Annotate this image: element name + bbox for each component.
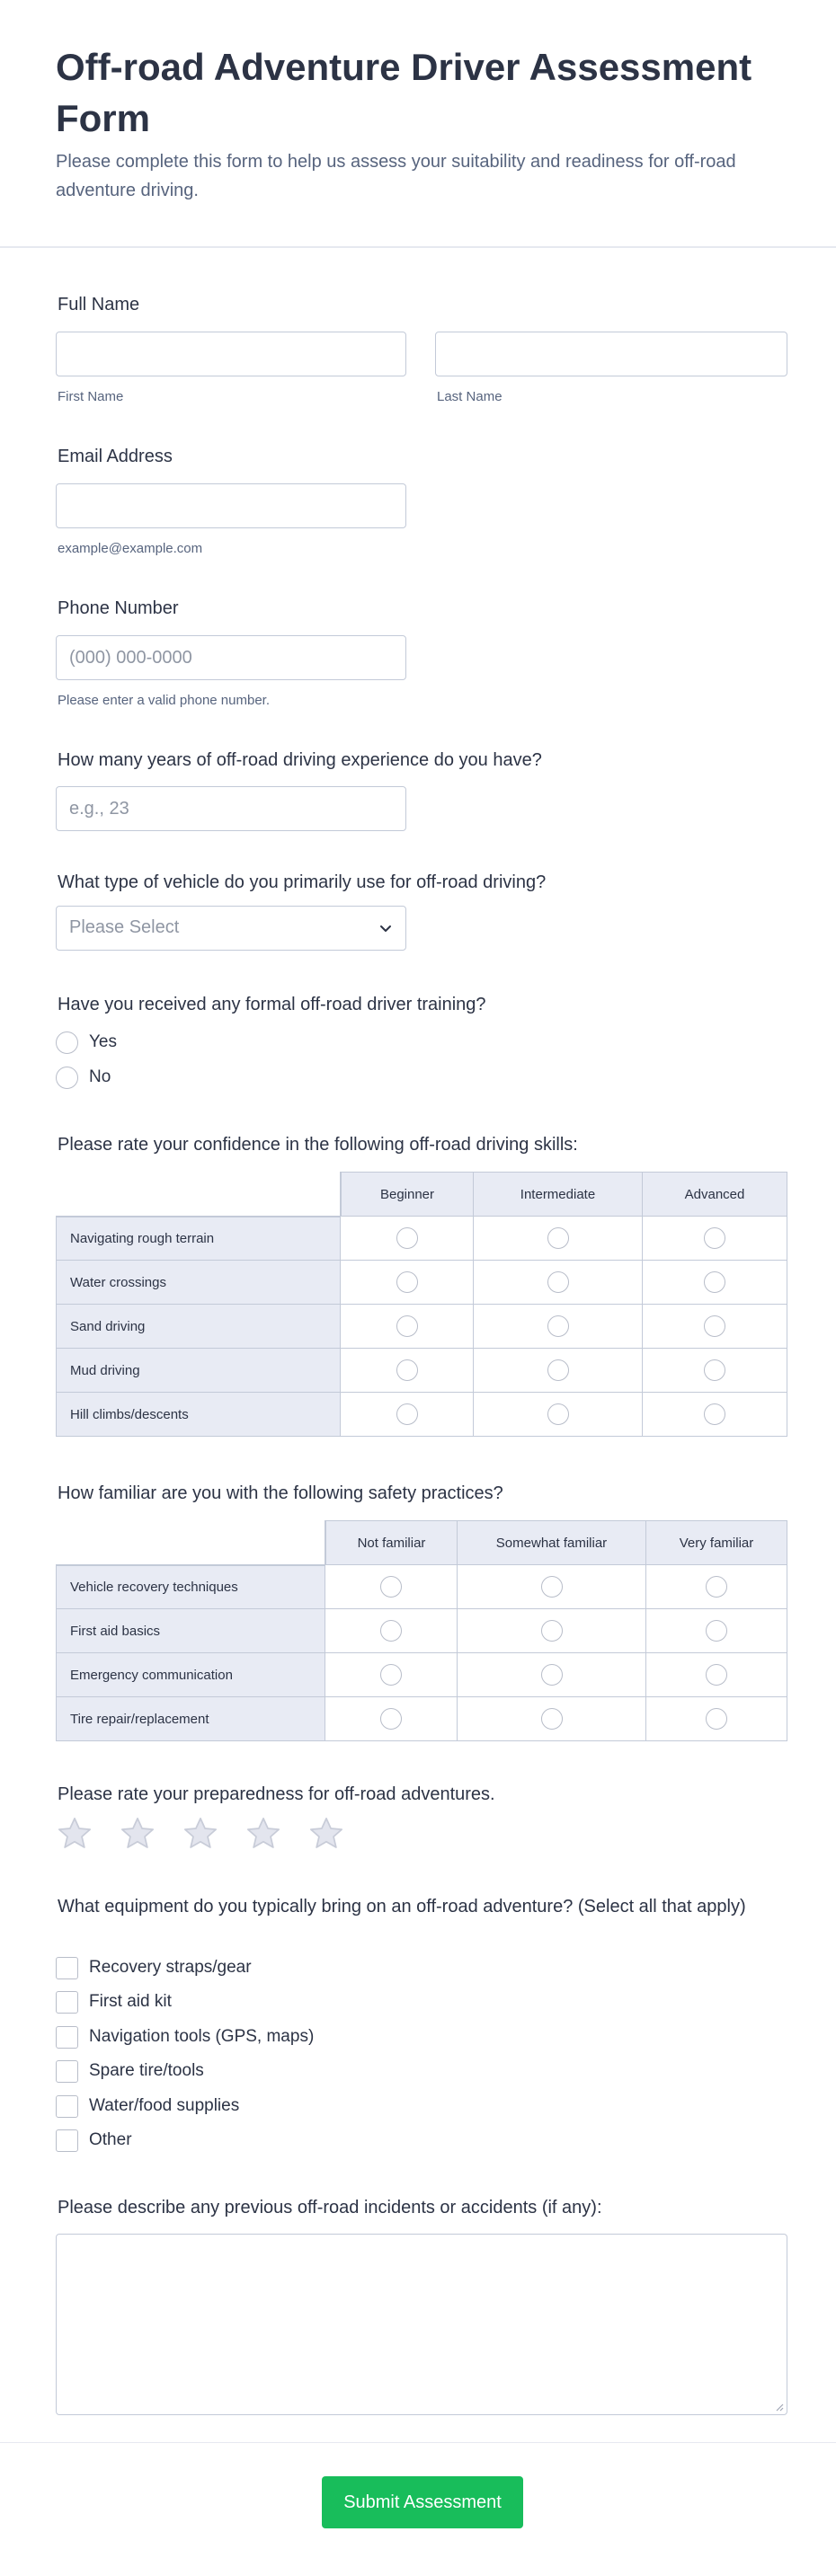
matrix-radio[interactable] [547, 1271, 569, 1293]
experience-label: How many years of off-road driving experience do you have? [58, 750, 542, 770]
matrix-row [56, 1349, 787, 1393]
matrix-row [56, 1261, 787, 1305]
matrix-radio[interactable] [706, 1664, 727, 1686]
matrix-cell[interactable] [474, 1349, 643, 1393]
matrix-cell[interactable] [643, 1261, 787, 1305]
matrix-cell[interactable] [325, 1565, 458, 1609]
matrix-radio[interactable] [547, 1315, 569, 1337]
matrix-cell[interactable] [341, 1261, 474, 1305]
matrix-row [56, 1697, 787, 1741]
matrix-radio[interactable] [380, 1620, 402, 1642]
matrix-cell[interactable] [458, 1653, 646, 1697]
matrix-cell[interactable] [643, 1349, 787, 1393]
matrix-column-header: Very familiar [646, 1520, 787, 1565]
matrix-cell[interactable] [474, 1261, 643, 1305]
checkbox[interactable] [56, 1957, 78, 1979]
matrix-header-row [56, 1172, 787, 1217]
matrix-cell[interactable] [474, 1393, 643, 1437]
matrix-row-label: First aid basics [56, 1609, 325, 1653]
checkbox[interactable] [56, 1991, 78, 2014]
matrix-row-label: Mud driving [56, 1349, 341, 1393]
matrix-radio[interactable] [547, 1227, 569, 1249]
matrix-radio[interactable] [541, 1620, 563, 1642]
matrix-row-label: Tire repair/replacement [56, 1697, 325, 1741]
matrix-column-header: Beginner [341, 1172, 474, 1217]
matrix-radio[interactable] [541, 1664, 563, 1686]
matrix-cell[interactable] [646, 1565, 787, 1609]
matrix-row-label: Vehicle recovery techniques [56, 1565, 325, 1609]
submit-button[interactable]: Submit Assessment [322, 2476, 523, 2528]
training-label: Have you received any formal off-road driver training? [58, 995, 486, 1014]
matrix-cell[interactable] [646, 1653, 787, 1697]
radio-circle[interactable] [56, 1031, 78, 1054]
matrix-cell[interactable] [643, 1393, 787, 1437]
email-input[interactable] [56, 483, 406, 528]
matrix-header-row [56, 1520, 787, 1565]
checkbox-label: Navigation tools (GPS, maps) [89, 2027, 315, 2046]
matrix-corner [56, 1520, 325, 1565]
matrix-cell[interactable] [646, 1697, 787, 1741]
matrix-radio[interactable] [704, 1271, 725, 1293]
matrix-radio[interactable] [396, 1315, 418, 1337]
matrix-radio[interactable] [706, 1620, 727, 1642]
matrix-row [56, 1217, 787, 1261]
phone-label: Phone Number [58, 598, 179, 618]
safety-matrix-label: How familiar are you with the following safety practices? [58, 1483, 503, 1503]
matrix-radio[interactable] [547, 1403, 569, 1425]
matrix-radio[interactable] [704, 1359, 725, 1381]
matrix-radio[interactable] [706, 1708, 727, 1730]
checkbox[interactable] [56, 2095, 78, 2118]
safety-matrix [56, 1520, 787, 1741]
matrix-radio[interactable] [706, 1576, 727, 1598]
checkbox-label: Spare tire/tools [89, 2061, 204, 2080]
matrix-radio[interactable] [704, 1227, 725, 1249]
last-name-input[interactable] [435, 332, 787, 376]
matrix-cell[interactable] [341, 1305, 474, 1349]
vehicle-select-value: Please Select [69, 917, 180, 937]
skills-matrix-label: Please rate your confidence in the following off-road driving skills: [58, 1135, 578, 1155]
incidents-textarea[interactable] [56, 2234, 787, 2415]
email-label: Email Address [58, 447, 173, 466]
matrix-row [56, 1565, 787, 1609]
email-sublabel: example@example.com [58, 541, 203, 556]
checkbox-label: First aid kit [89, 1992, 172, 2011]
vehicle-select[interactable] [56, 906, 406, 951]
matrix-cell[interactable] [325, 1609, 458, 1653]
matrix-cell[interactable] [325, 1653, 458, 1697]
last-name-sublabel: Last Name [437, 389, 502, 404]
resize-grip-icon[interactable] [775, 2403, 784, 2412]
matrix-cell[interactable] [341, 1349, 474, 1393]
checkbox-label: Water/food supplies [89, 2096, 240, 2115]
matrix-cell[interactable] [341, 1393, 474, 1437]
experience-input[interactable] [56, 786, 406, 831]
matrix-column-header: Not familiar [325, 1520, 458, 1565]
chevron-down-icon [377, 919, 395, 937]
matrix-radio[interactable] [380, 1708, 402, 1730]
matrix-radio[interactable] [704, 1315, 725, 1337]
matrix-radio[interactable] [547, 1359, 569, 1381]
form-title: Off-road Adventure Driver Assessment Form [56, 46, 752, 139]
matrix-cell[interactable] [474, 1305, 643, 1349]
footer-divider [0, 2442, 836, 2443]
matrix-cell[interactable] [458, 1565, 646, 1609]
first-name-input[interactable] [56, 332, 406, 376]
incidents-label: Please describe any previous off-road incidents or accidents (if any): [58, 2198, 602, 2217]
matrix-radio[interactable] [396, 1227, 418, 1249]
matrix-radio[interactable] [396, 1403, 418, 1425]
checkbox[interactable] [56, 2060, 78, 2083]
radio-label: Yes [89, 1032, 117, 1051]
matrix-cell[interactable] [341, 1217, 474, 1261]
phone-sublabel: Please enter a valid phone number. [58, 693, 270, 708]
matrix-row-label: Water crossings [56, 1261, 341, 1305]
matrix-cell[interactable] [325, 1697, 458, 1741]
matrix-corner [56, 1172, 341, 1217]
matrix-radio[interactable] [380, 1576, 402, 1598]
star-icon[interactable] [182, 1815, 219, 1853]
matrix-radio[interactable] [541, 1576, 563, 1598]
form-header [0, 0, 836, 248]
equipment-label: What equipment do you typically bring on an off-road adventure? (Select all that apply) [58, 1897, 746, 1917]
matrix-column-header: Somewhat familiar [458, 1520, 646, 1565]
checkbox[interactable] [56, 2129, 78, 2152]
form-subtitle: Please complete this form to help us assess your suitability and readiness for off-road adventure driving. [56, 152, 736, 200]
checkbox[interactable] [56, 2026, 78, 2049]
matrix-row-label: Hill climbs/descents [56, 1393, 341, 1437]
matrix-row [56, 1393, 787, 1437]
star-icon[interactable] [307, 1815, 345, 1853]
matrix-cell[interactable] [474, 1217, 643, 1261]
matrix-radio[interactable] [541, 1708, 563, 1730]
first-name-sublabel: First Name [58, 389, 124, 404]
star-icon[interactable] [56, 1815, 93, 1853]
matrix-cell[interactable] [458, 1609, 646, 1653]
matrix-row [56, 1653, 787, 1697]
preparedness-label: Please rate your preparedness for off-road adventures. [58, 1784, 495, 1804]
matrix-cell[interactable] [643, 1305, 787, 1349]
matrix-cell[interactable] [458, 1697, 646, 1741]
phone-input[interactable] [56, 635, 406, 680]
checkbox-label: Recovery straps/gear [89, 1958, 252, 1977]
vehicle-label: What type of vehicle do you primarily use for off-road driving? [58, 872, 547, 892]
matrix-cell[interactable] [646, 1609, 787, 1653]
radio-circle[interactable] [56, 1067, 78, 1089]
matrix-row [56, 1609, 787, 1653]
matrix-column-header: Intermediate [474, 1172, 643, 1217]
matrix-radio[interactable] [396, 1271, 418, 1293]
matrix-row [56, 1305, 787, 1349]
skills-matrix [56, 1172, 787, 1437]
matrix-radio[interactable] [704, 1403, 725, 1425]
matrix-row-label: Navigating rough terrain [56, 1217, 341, 1261]
full-name-label: Full Name [58, 295, 140, 314]
matrix-row-label: Emergency communication [56, 1653, 325, 1697]
checkbox-label: Other [89, 2130, 132, 2149]
matrix-row-label: Sand driving [56, 1305, 341, 1349]
matrix-cell[interactable] [643, 1217, 787, 1261]
matrix-radio[interactable] [380, 1664, 402, 1686]
matrix-column-header: Advanced [643, 1172, 787, 1217]
radio-label: No [89, 1067, 111, 1086]
star-icon[interactable] [119, 1815, 156, 1853]
star-icon[interactable] [245, 1815, 282, 1853]
matrix-radio[interactable] [396, 1359, 418, 1381]
